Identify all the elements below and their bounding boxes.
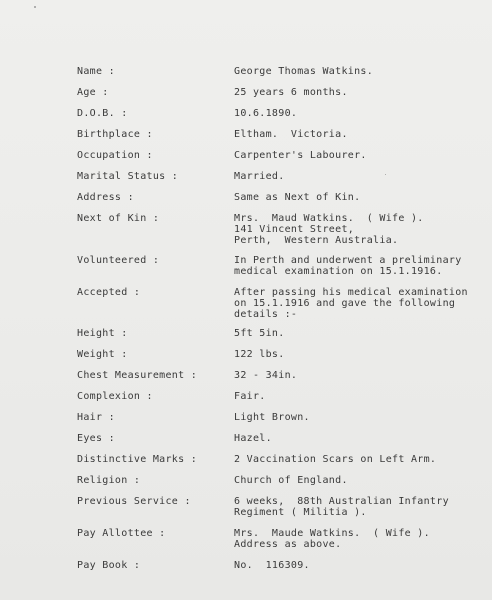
field-label: Complexion : (77, 391, 153, 402)
scan-speck (34, 6, 36, 8)
field-value: Married. (234, 171, 285, 182)
field-label: Occupation : (77, 150, 153, 161)
field-label: Previous Service : (77, 496, 191, 507)
field-label: Birthplace : (77, 129, 153, 140)
field-value: Eltham. Victoria. (234, 129, 348, 140)
field-value: 122 lbs. (234, 349, 285, 360)
scan-speck (385, 174, 386, 175)
field-value: Mrs. Maude Watkins. ( Wife ). Address as above. (234, 528, 430, 550)
field-value: Same as Next of Kin. (234, 192, 361, 203)
field-label: Hair : (77, 412, 115, 423)
field-value: Church of England. (234, 475, 348, 486)
field-label: Marital Status : (77, 171, 179, 182)
field-value: George Thomas Watkins. (234, 66, 374, 77)
field-label: Address : (77, 192, 134, 203)
field-label: Age : (77, 87, 109, 98)
field-value: Mrs. Maud Watkins. ( Wife ). 141 Vincent Street, Perth, Western Australia. (234, 213, 424, 246)
field-value: 2 Vaccination Scars on Left Arm. (234, 454, 437, 465)
field-value: Hazel. (234, 433, 272, 444)
field-value: 5ft 5in. (234, 328, 285, 339)
field-label: Pay Allottee : (77, 528, 166, 539)
field-value: After passing his medical examination on 15.1.1916 and gave the following details :- (234, 287, 468, 320)
field-label: Name : (77, 66, 115, 77)
field-value: 10.6.1890. (234, 108, 298, 119)
field-label: Distinctive Marks : (77, 454, 198, 465)
field-label: Pay Book : (77, 560, 141, 571)
field-label: Accepted : (77, 287, 141, 298)
field-label: Volunteered : (77, 255, 160, 266)
field-label: Chest Measurement : (77, 370, 198, 381)
field-label: Weight : (77, 349, 128, 360)
field-value: 25 years 6 months. (234, 87, 348, 98)
field-value: Carpenter's Labourer. (234, 150, 367, 161)
field-value: No. 116309. (234, 560, 310, 571)
field-label: Religion : (77, 475, 141, 486)
field-value: Light Brown. (234, 412, 310, 423)
field-label: Height : (77, 328, 128, 339)
field-value: 6 weeks, 88th Australian Infantry Regiment ( Militia ). (234, 496, 449, 518)
field-value: In Perth and underwent a preliminary medical examination on 15.1.1916. (234, 255, 462, 277)
field-label: D.O.B. : (77, 108, 128, 119)
field-label: Eyes : (77, 433, 115, 444)
field-value: 32 - 34in. (234, 370, 298, 381)
field-label: Next of Kin : (77, 213, 160, 224)
field-value: Fair. (234, 391, 266, 402)
